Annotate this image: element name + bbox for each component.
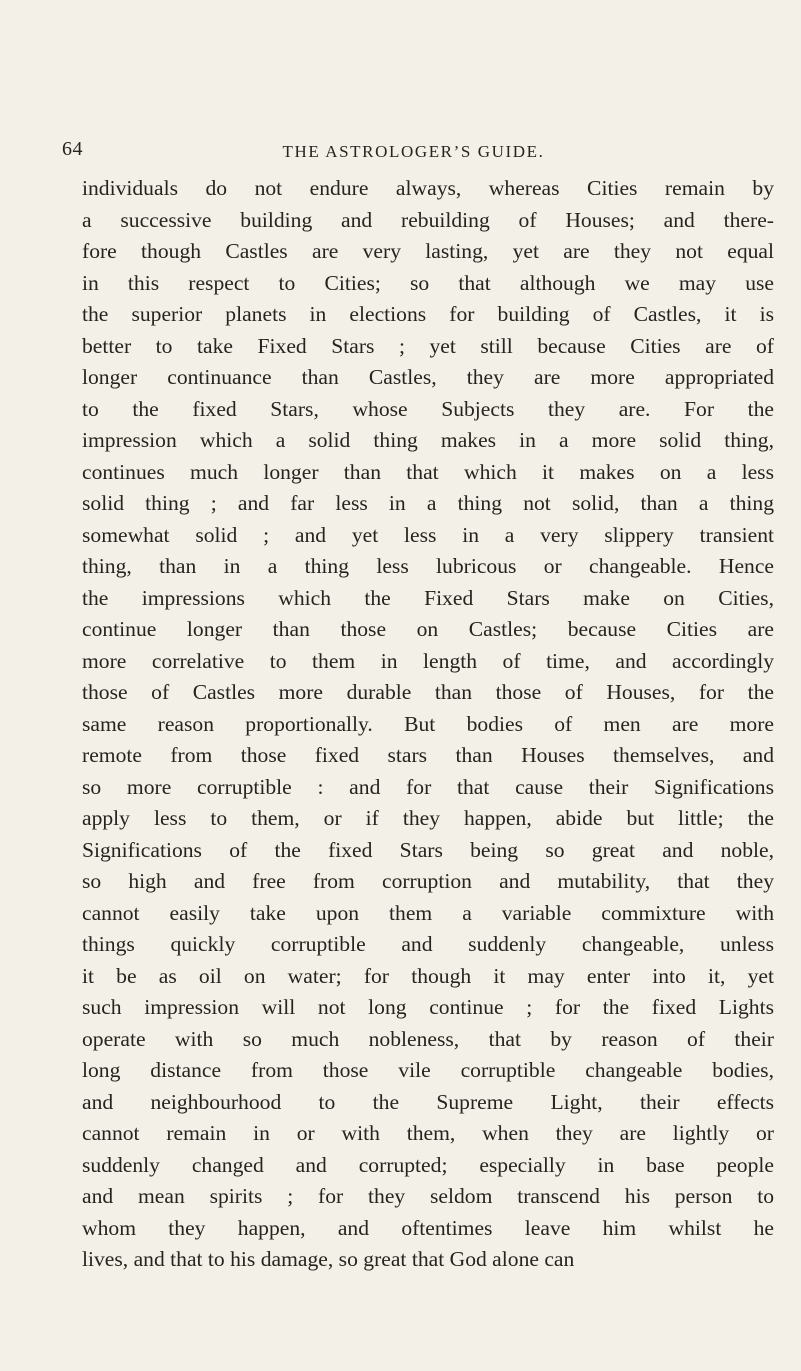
text-line: so more corruptible : and for that cause their Significations — [82, 774, 774, 799]
text-line: those of Castles more durable than those of Houses, for the — [82, 680, 774, 704]
text-line: so high and free from corruption and mutability, that they — [82, 869, 774, 893]
text-line: thing, than in a thing less lubricous or changeable. Hence — [82, 554, 774, 578]
text-line: operate with so much nobleness, that by reason of their — [82, 1026, 774, 1051]
text-line: somewhat solid ; and yet less in a very slippery transient — [82, 522, 774, 547]
text-line: it be as oil on water; for though it may enter into it, yet — [82, 963, 774, 988]
text-line: remote from those fixed stars than Houses themselves, and — [82, 743, 774, 767]
text-line: longer continuance than Castles, they are more appropriated — [82, 365, 774, 389]
text-line: continue longer than those on Castles; because Cities are — [82, 617, 774, 641]
text-line: lives, and that to his damage, so great that God alone can — [82, 1247, 575, 1271]
text-line: apply less to them, or if they happen, abide but little; the — [82, 806, 774, 830]
text-line: to the fixed Stars, whose Subjects they are. For the — [82, 396, 774, 421]
text-line: and mean spirits ; for they seldom transcend his person to — [82, 1184, 774, 1208]
text-line: same reason proportionally. But bodies of men are more — [82, 711, 774, 736]
text-line: impression which a solid thing makes in a more solid thing, — [82, 428, 774, 452]
text-line: such impression will not long continue ; for the fixed Lights — [82, 995, 774, 1019]
text-line: long distance from those vile corruptible changeable bodies, — [82, 1058, 774, 1082]
text-line: individuals do not endure always, whereas Cities remain by — [82, 176, 774, 200]
text-line: cannot easily take upon them a variable commixture with — [82, 900, 774, 925]
text-line: whom they happen, and oftentimes leave him whilst he — [82, 1215, 774, 1240]
text-line: cannot remain in or with them, when they are lightly or — [82, 1121, 774, 1145]
text-line: things quickly corruptible and suddenly changeable, unless — [82, 932, 774, 956]
text-line: more correlative to them in length of time, and accordingly — [82, 648, 774, 673]
text-line: suddenly changed and corrupted; especially in base people — [82, 1152, 774, 1177]
text-line: a successive building and rebuilding of Houses; and there- — [82, 207, 774, 232]
text-line: the impressions which the Fixed Stars make on Cities, — [82, 585, 774, 610]
text-line: in this respect to Cities; so that although we may use — [82, 270, 774, 295]
text-line: and neighbourhood to the Supreme Light, their effects — [82, 1089, 774, 1114]
running-title: THE ASTROLOGER’S GUIDE. — [282, 142, 545, 161]
body-text — [82, 173, 774, 1276]
text-line: better to take Fixed Stars ; yet still because Cities are of — [82, 333, 774, 358]
text-line: continues much longer than that which it makes on a less — [82, 459, 774, 484]
text-line: fore though Castles are very lasting, yet are they not equal — [82, 239, 774, 263]
text-line: the superior planets in elections for building of Castles, it is — [82, 302, 774, 326]
text-line: solid thing ; and far less in a thing not solid, than a thing — [82, 491, 774, 515]
page-number: 64 — [62, 138, 83, 160]
text-line: Significations of the fixed Stars being so great and noble, — [82, 837, 774, 862]
